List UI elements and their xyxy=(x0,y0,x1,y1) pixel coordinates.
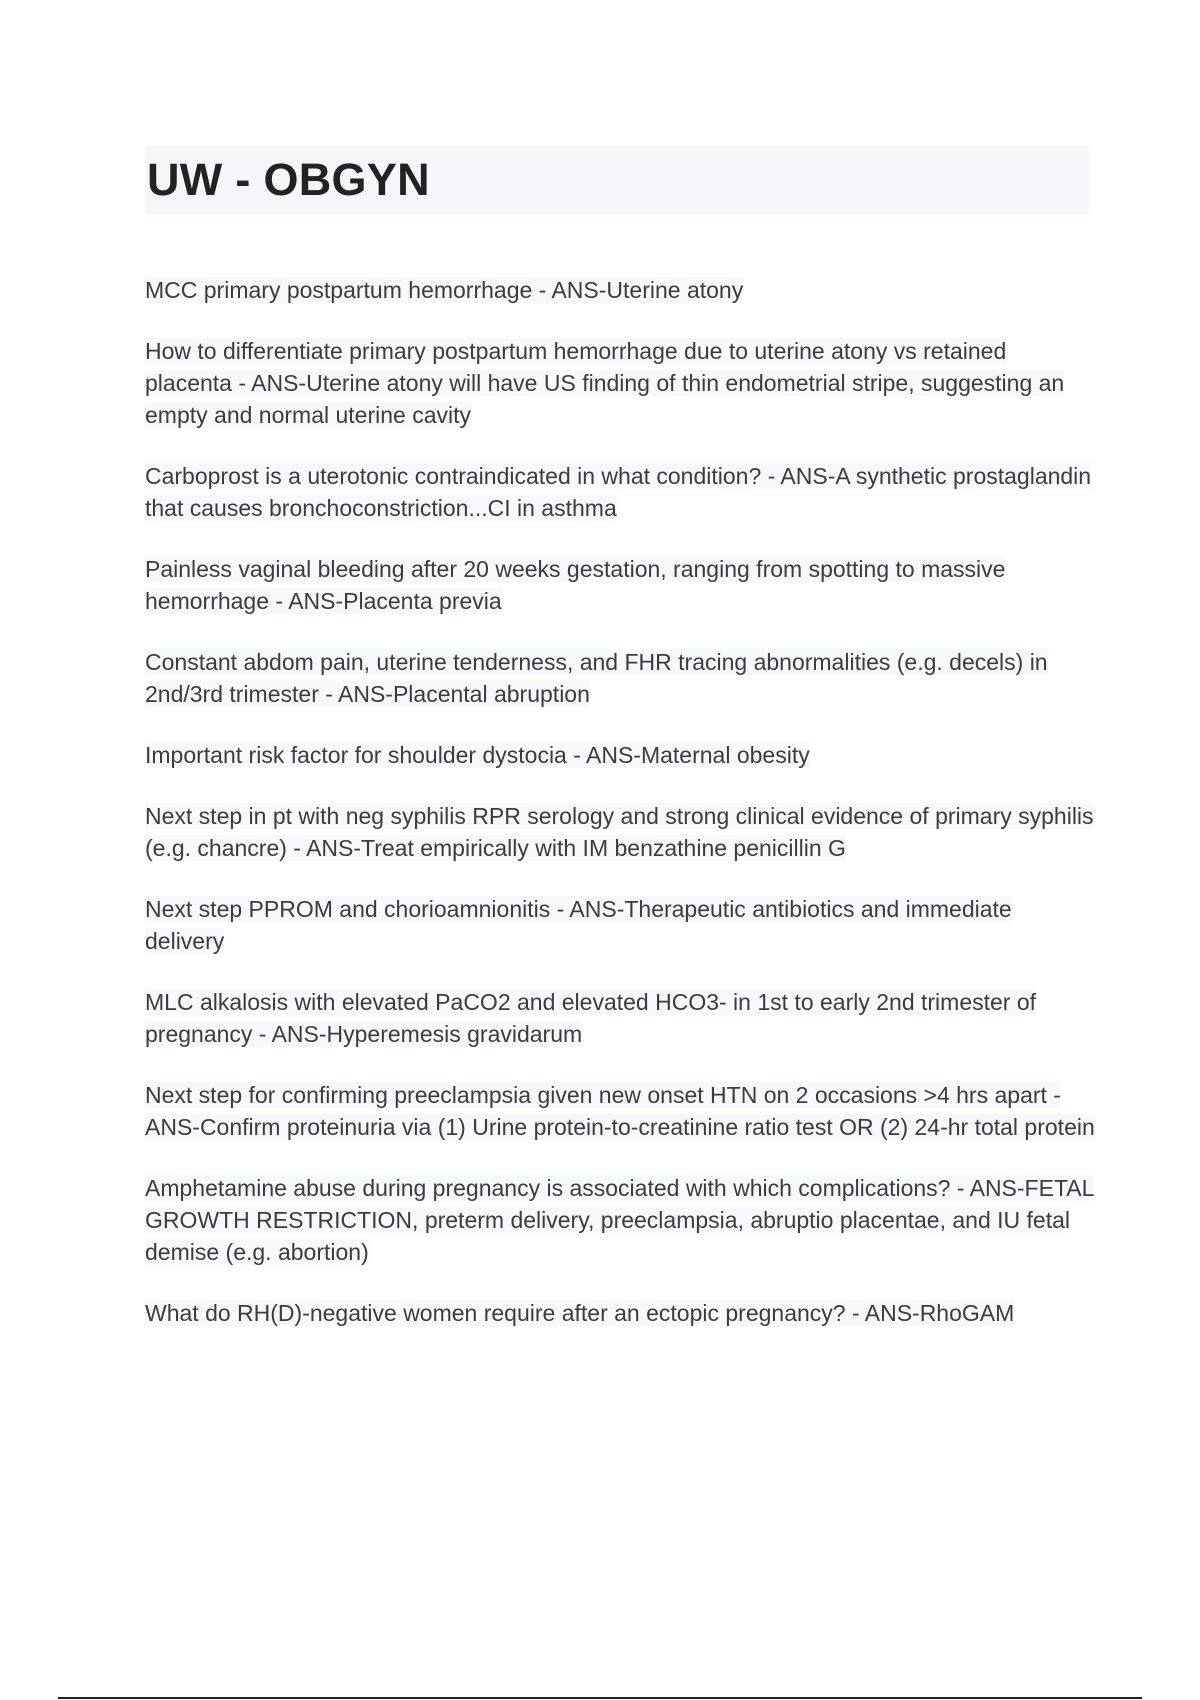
qa-entry xyxy=(145,800,1095,864)
qa-entry xyxy=(145,1297,1095,1329)
document-title: UW - OBGYN xyxy=(147,154,430,205)
footer-divider xyxy=(58,1697,1142,1699)
qa-entry xyxy=(145,1079,1095,1143)
qa-entry-text: How to differentiate primary postpartum hemorrhage due to uterine atony vs retained placenta - ANS-Uterine atony will have US finding of thin endometrial stripe, suggesting an empty and normal uterine cavity xyxy=(145,338,1065,428)
qa-entry xyxy=(145,646,1095,710)
qa-entry-text: Amphetamine abuse during pregnancy is associated with which complications? - ANS-FETAL GROWTH RESTRICTION, preterm delivery, preeclampsia, abruptio placentae, and IU fetal demise (e.g. abortion) xyxy=(145,1175,1095,1265)
qa-entry xyxy=(145,1172,1095,1268)
qa-entry-text: Carboprost is a uterotonic contraindicated in what condition? - ANS-A synthetic prostaglandin that causes bronchoconstriction...CI in asthma xyxy=(145,463,1092,521)
qa-entry-text: Constant abdom pain, uterine tenderness, and FHR tracing abnormalities (e.g. decels) in 2nd/3rd trimester - ANS-Placental abruption xyxy=(145,649,1048,707)
qa-entry xyxy=(145,739,1095,771)
qa-entry xyxy=(145,986,1095,1050)
title-block xyxy=(145,146,1089,214)
qa-entry-text: Important risk factor for shoulder dystocia - ANS-Maternal obesity xyxy=(145,742,810,768)
qa-entry-text: What do RH(D)-negative women require after an ectopic pregnancy? - ANS-RhoGAM xyxy=(145,1300,1015,1326)
qa-entry xyxy=(145,274,1095,306)
qa-entry-text: Next step for confirming preeclampsia given new onset HTN on 2 occasions >4 hrs apart - ANS-Confirm proteinuria via (1) Urine protein-to-creatinine ratio test OR (2) 24-hr total protein xyxy=(145,1082,1095,1140)
qa-entry xyxy=(145,335,1095,431)
qa-list xyxy=(145,274,1095,1358)
qa-entry-text: MLC alkalosis with elevated PaCO2 and elevated HCO3- in 1st to early 2nd trimester of pregnancy - ANS-Hyperemesis gravidarum xyxy=(145,989,1037,1047)
qa-entry xyxy=(145,553,1095,617)
qa-entry xyxy=(145,893,1095,957)
qa-entry-text: Painless vaginal bleeding after 20 weeks gestation, ranging from spotting to massive hemorrhage - ANS-Placenta previa xyxy=(145,556,1006,614)
qa-entry-text: Next step PPROM and chorioamnionitis - ANS-Therapeutic antibiotics and immediate delivery xyxy=(145,896,1012,954)
qa-entry-text: Next step in pt with neg syphilis RPR serology and strong clinical evidence of primary syphilis (e.g. chancre) - ANS-Treat empirically with IM benzathine penicillin G xyxy=(145,803,1094,861)
qa-entry-text: MCC primary postpartum hemorrhage - ANS-Uterine atony xyxy=(145,277,744,303)
qa-entry xyxy=(145,460,1095,524)
